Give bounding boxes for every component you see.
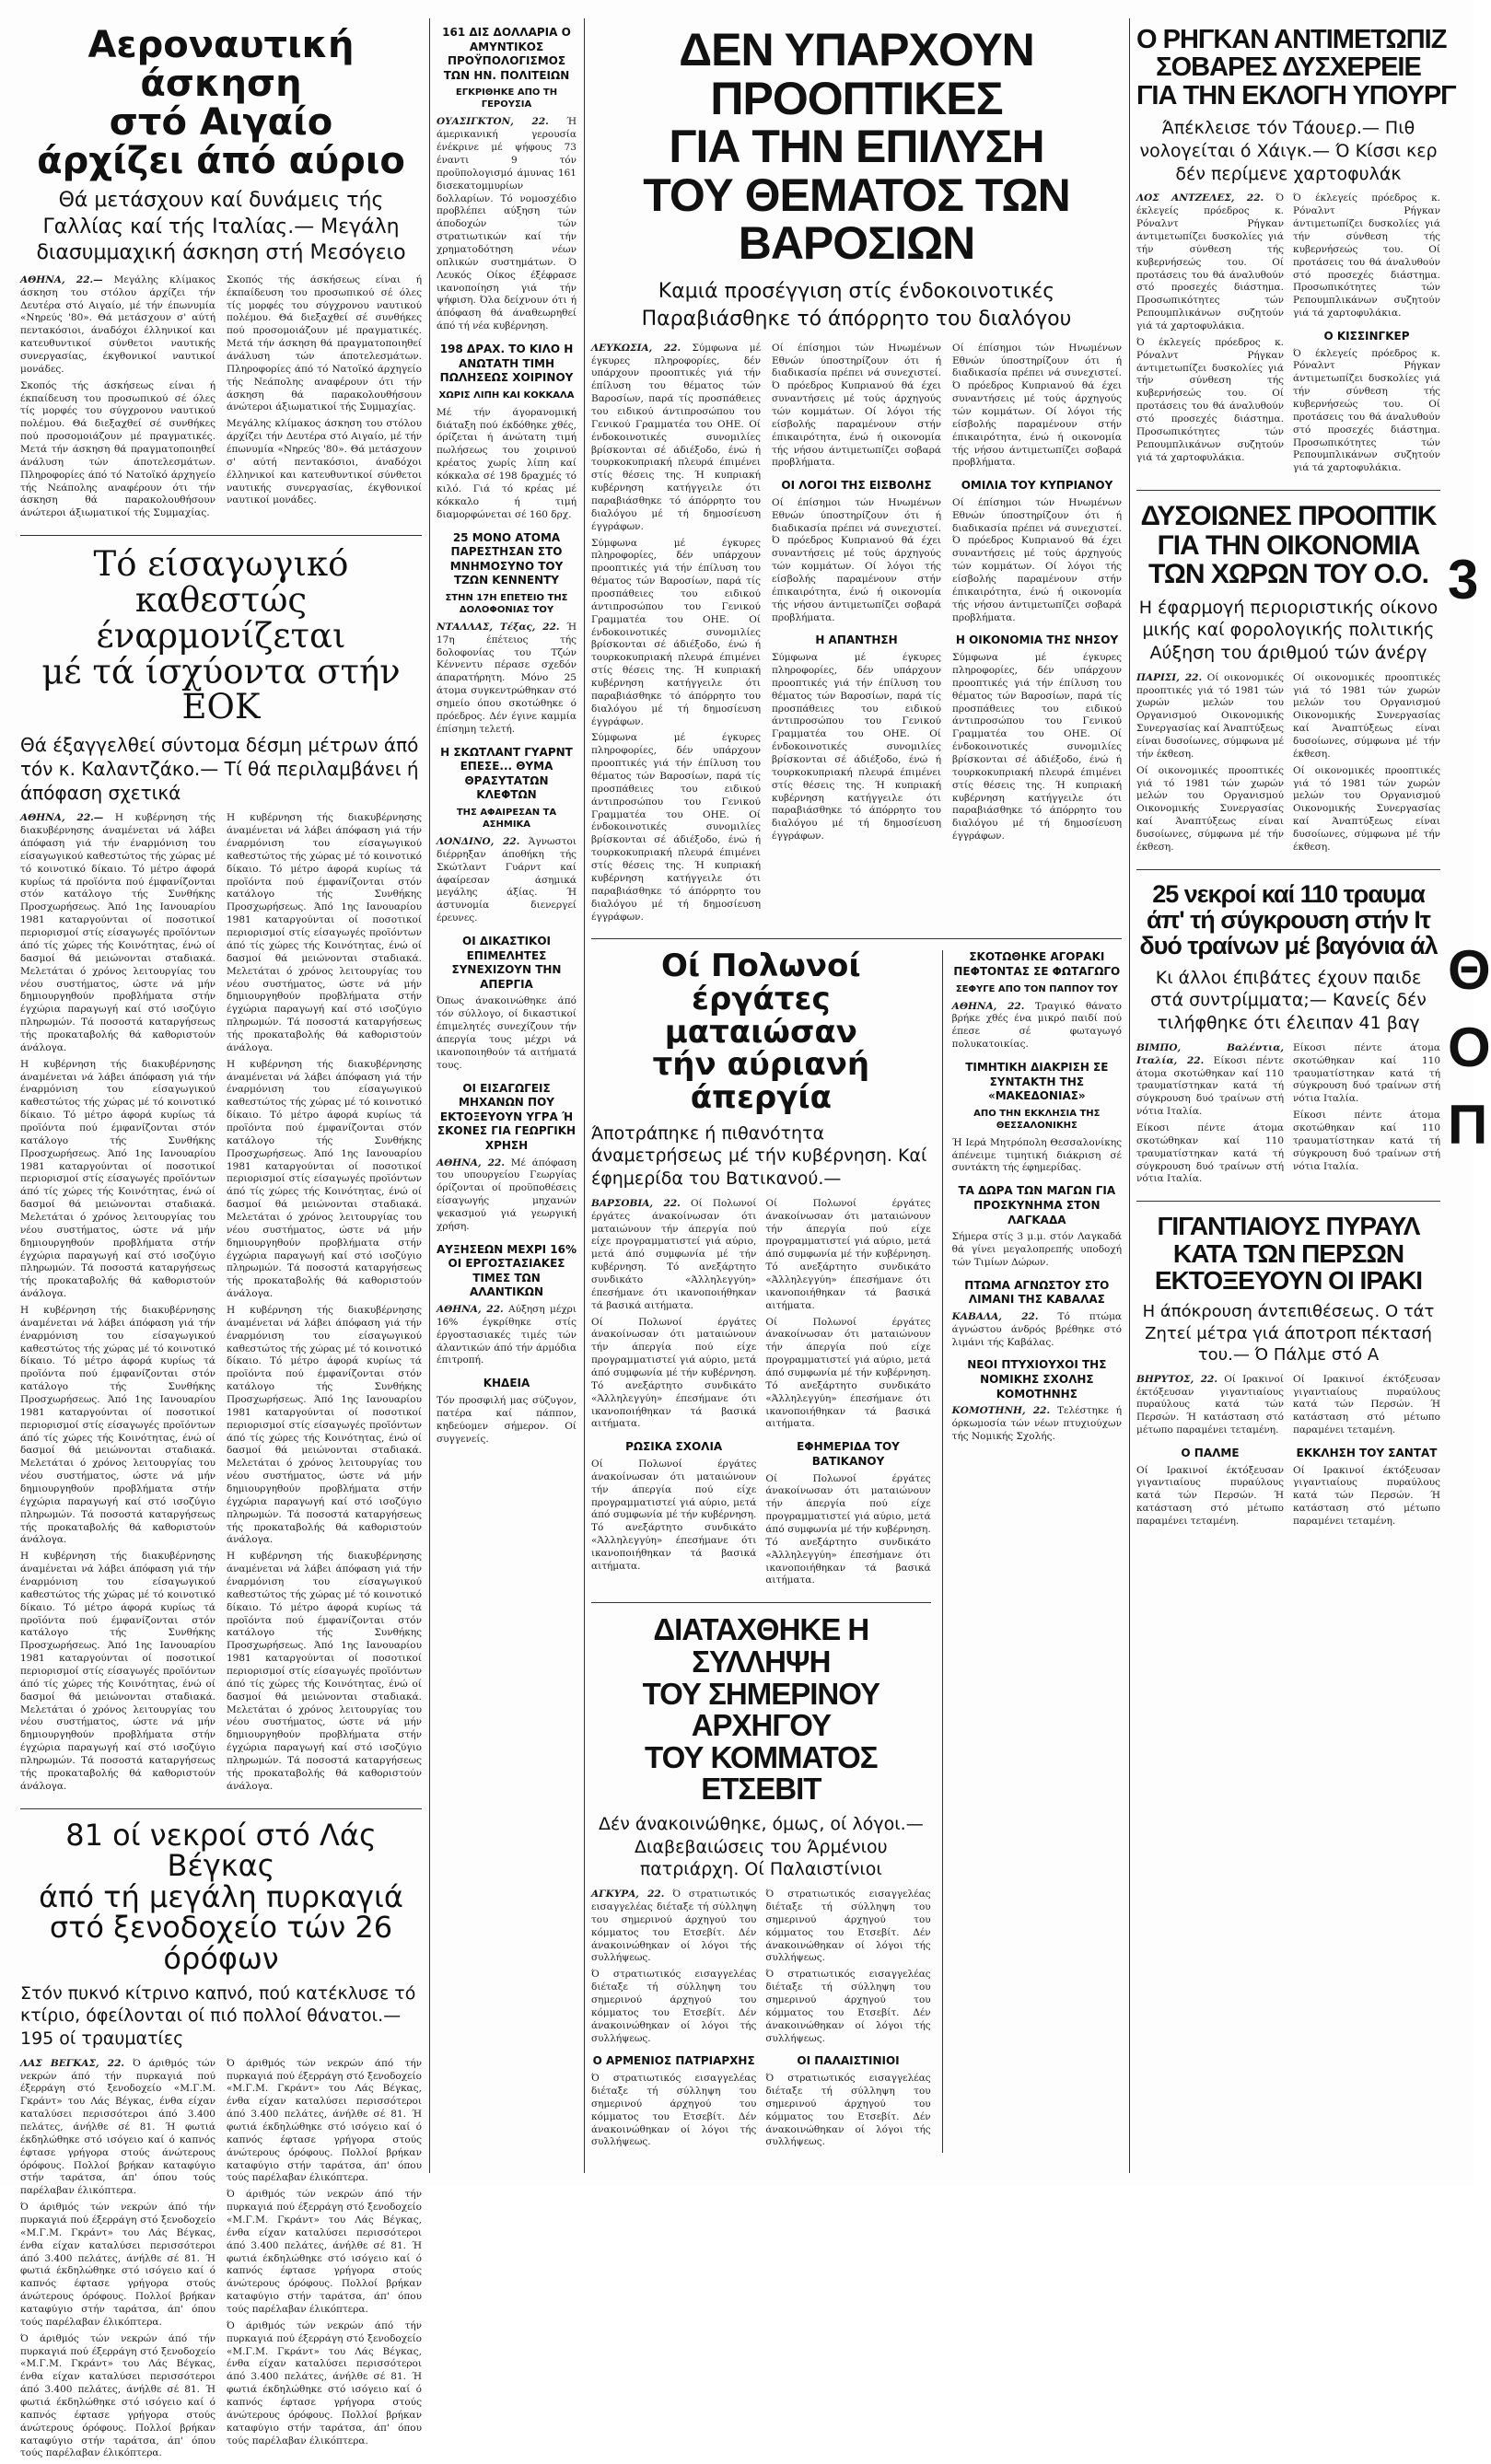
- story-body: Οί Ιρακινοί έκτόξευσαν γιγαντιαίους πυραύλους κατά τών Περσών. Ή κατάσταση στό μέτωπο παραμένει τεταμένη.: [1293, 1373, 1440, 1436]
- story-body: Σύμφωνα μέ έγκυρες πληροφορίες, δέν υπάρχουν προοπτικές γιά τήν έπίλυση του θέματος τών Βαροσίων, παρά τίς προσπάθειες του ειδικού άντιπροσώπου του Γενικού Γραμματέα του ΟΗΕ. Οί ένδοκοινοτικές συνομιλίες βρίσκονται σέ άδιέξοδο, ένώ ή τουρκοκυπριακή πλευρά έπιμένει στίς θέσεις της. Ή κυπριακή κυβέρνηση κατήγγειλε ότι παραβιάσθηκε τό άπόρρητο του διαλόγου μέ τή δημοσίευση έγγράφων.: [591, 732, 761, 923]
- story-body: Η κυβέρνηση τής διακυβέρνησης άναμένεται νά λάβει άπόφαση γιά τήν έναρμόνιση του είσαγωγικού καθεστώτος τής χώρας μέ τό κοινοτικό δίκαιο. Τό μέτρο άφορά κυρίως τά προϊόντα πού έμφανίζονται στόν κατάλογο τής Συνθήκης Προσχωρήσεως. Άπό 1ης Ιανουαρίου 1981 καταργούνται οί ποσοτικοί περιορισμοί στίς είσαγωγές προϊόντων άπό τίς χώρες τής Κοινότητας, ένώ οί δασμοί θά μειώνονται σταδιακά. Μελετάται ό χρόνος λειτουργίας του νέου συστήματος, ώστε νά μήν δημιουργηθούν προβλήματα στήν έγχώρια παραγωγή καί στό ισοζύγιο πληρωμών. Τά ποσοστά καταργήσεως τής προκαταβολής θά καθοριστούν άνάλογα.: [227, 1304, 422, 1546]
- story-italy-train: [1136, 881, 1440, 1191]
- story-body: ΛΑΣ ΒΕΓΚΑΣ, 22. Ό άριθμός τών νεκρών άπό τήν πυρκαγιά πού έξερράγη στό ξενοδοχείο «Μ.Γ.Μ. Γκράντ» του Λάς Βέγκας, ένθα είχαν καταλύσει περισσότεροι άπό 3.400 πελάτες, άνήλθε σέ 81. Ή φωτιά έκδηλώθηκε στό ισόγειο καί ό καπνός έφτασε γρήγορα στούς άνώτερους όρόφους. Πολλοί βρήκαν καταφύγιο στήν ταράτσα, άπ' όπου τούς παρέλαβαν έλικόπτερα.: [20, 2057, 215, 2197]
- headline-line: ΓΙΑ ΤΗΝ ΕΚΛΟΓΗ ΥΠΟΥΡΓ: [1136, 80, 1456, 110]
- brief-defense-budget: [437, 26, 577, 333]
- story-deck: Η έφαρμογή περιοριστικής οίκονο μικής καί φορολογικής πολιτικής Αύξηση του άριθμού τών άνέργ: [1138, 597, 1439, 664]
- story-body: Οί έπίσημοι τών Ηνωμένων Εθνών ύποστηρίζουν ότι ή διαδικασία πρέπει νά συνεχιστεί. Ό πρόεδρος Κυπριανού θά έχει συναντήσεις μέ τούς άρχηγούς τών κομμάτων. Οί λόγοι τής είσβολής παραμένουν στήν έπικαιρότητα, ένώ ή οικονομία τής νήσου άντιμετωπίζει σοβαρά προβλήματα.: [772, 342, 941, 469]
- brief-subhead: ΧΩΡΙΣ ΛΙΠΗ ΚΑΙ ΚΟΚΚΑΛΑ: [438, 389, 575, 401]
- story-body: Οί Πολωνοί έργάτες άνακοίνωσαν ότι ματαιώνουν τήν άπεργία πού είχε προγραμματιστεί γιά αύριο, μετά άπό συμφωνία μέ τήν κυβέρνηση. Τό ανεξάρτητο συνδικάτο «Άλληλεγγύη» έπεσήμανε ότι ικανοποιήθηκαν τά βασικά αιτήματα.: [765, 1472, 931, 1586]
- subhead: ΡΩΣΙΚΑ ΣΧΟΛΙΑ: [625, 1440, 723, 1454]
- brief-headline: 25 ΜΟΝΟ ΑΤΟΜΑ ΠΑΡΕΣΤΗΣΑΝ ΣΤΟ ΜΝΗΜΟΣΥΝΟ ΤΟΥ ΤΖΩΝ ΚΕΝΝΕΝΤΥ: [449, 530, 564, 587]
- story-body: ΒΗΡΥΤΟΣ, 22. Οί Ιρακινοί έκτόξευσαν γιγαντιαίους πυραύλους κατά τών Περσών. Ή κατάσταση στό μέτωπο παραμένει τεταμένη.: [1136, 1373, 1285, 1436]
- story-body: ΒΑΡΣΟΒΙΑ, 22. Οί Πολωνοί έργάτες άνακοίνωσαν ότι ματαιώνουν τήν άπεργία πού είχε προγραμματιστεί γιά αύριο, μετά άπό συμφωνία μέ τήν κυβέρνηση. Τό ανεξάρτητο συνδικάτο «Άλληλεγγύη» έπεσήμανε ότι ικανοποιήθηκαν τά βασικά αιτήματα.: [591, 1197, 757, 1311]
- story-body: Οί Ιρακινοί έκτόξευσαν γιγαντιαίους πυραύλους κατά τών Περσών. Ή κατάσταση στό μέτωπο παραμένει τεταμένη.: [1136, 1464, 1284, 1527]
- story-body: Σύμφωνα μέ έγκυρες πληροφορίες, δέν υπάρχουν προοπτικές γιά τήν έπίλυση του θέματος τών Βαροσίων, παρά τίς προσπάθειες του ειδικού άντιπροσώπου του Γενικού Γραμματέα του ΟΗΕ. Οί ένδοκοινοτικές συνομιλίες βρίσκονται σέ άδιέξοδο, ένώ ή τουρκοκυπριακή πλευρά έπιμένει στίς θέσεις της. Ή κυπριακή κυβέρνηση κατήγγειλε ότι παραβιάσθηκε τό άπόρρητο του διαλόγου μέ τή δημοσίευση έγγράφων.: [952, 652, 1122, 843]
- column-3: [591, 26, 1122, 2180]
- column-rule: [584, 18, 585, 2173]
- brief-headline: 161 ΔΙΣ ΔΟΛΛΑΡΙΑ Ο ΑΜΥΝΤΙΚΟΣ ΠΡΟΫΠΟΛΟΓΙΣΜΟΣ ΤΩΝ ΗΝ. ΠΟΛΙΤΕΙΩΝ: [442, 26, 571, 82]
- headline-line: ΓΙΓΑΝΤΙΑΙΟΥΣ ΠΥΡΑΥΛ: [1157, 1212, 1420, 1241]
- story-deck: Θά μετάσχουν καί δυνάμεις τής Γαλλίας καί τής Ιταλίας.— Μεγάλη διασυμμαχική άσκηση στή Μεσόγειο: [36, 189, 406, 265]
- brief-body: ΟΥΑΣΙΓΚΤΟΝ, 22. Ή άμερικανική γερουσία ένέκρινε μέ ψήφους 73 έναντι 9 τόν προϋπολογισμό άμυνας 161 δισεκατομμυρίων δολλαρίων. Τό νομοσχέδιο προβλέπει αύξηση τών άποδοχών τών στρατιωτικών καί τήν χρηματοδότηση νέων οπλικών συστημάτων. Ό Λευκός Οίκος έξέφρασε ικανοποίηση γιά τήν ψήφιση. Όλα δείχνουν ότι ή άπόφαση θά άναθεωρηθεί άπό τή νέα κυβέρνηση.: [437, 116, 577, 332]
- headline-line: 81 οί νεκροί στό Λάς Βέγκας: [65, 1817, 377, 1884]
- story-las-vegas-fire: [20, 1817, 422, 2464]
- divider: [591, 1602, 931, 1603]
- fragment-glyph: 3: [1448, 549, 1479, 610]
- brief-bailiffs-strike: [437, 935, 577, 1073]
- brief-body: ΑΘΗΝΑ, 22. Μέ άπόφαση του υπουργείου Γεωργίας όρίζονται οί προϋποθέσεις είσαγωγής μηχανών ψεκασμού γιά γεωργική χρήση.: [437, 1156, 577, 1232]
- story-body: Σκοπός τής άσκήσεως είναι ή έκπαίδευση του προσωπικού σέ όλες τίς μορφές του σύγχρονου ναυτικού πολέμου. Θά διεξαχθεί σέ συνθήκες πού προσομοιάζουν μέ πραγματικές. Μετά τήν άσκηση θά πραγματοποιηθεί άνάλυση τών άποτελεσμάτων. Πληροφορίες άπό τό Νατοϊκό άρχηγείο τής Νεάπολης αναφέρουν ότι τήν άσκηση θά παρακολουθήσουν άνώτεροι άξιωματικοί τής Συμμαχίας.: [20, 379, 215, 519]
- brief-headline: ΝΕΟΙ ΠΤΥΧΙΟΥΧΟΙ ΤΗΣ ΝΟΜΙΚΗΣ ΣΧΟΛΗΣ ΚΟΜΟΤΗΝΗΣ: [967, 1358, 1107, 1401]
- brief-body: ΛΟΝΔΙΝΟ, 22. Άγνωστοι διέρρηξαν άποθήκη τής Σκώτλαντ Γυάρντ καί άφαίρεσαν άσημικά μεγάλης άξίας. Ή άστυνομία διενεργεί έρευνες.: [437, 835, 577, 924]
- column-4: [1136, 25, 1491, 2180]
- column-rule: [1129, 18, 1130, 2173]
- brief-headline: ΤΙΜΗΤΙΚΗ ΔΙΑΚΡΙΣΗ ΣΕ ΣΥΝΤΑΚΤΗ ΤΗΣ «ΜΑΚΕΔΟΝΙΑΣ»: [965, 1060, 1109, 1103]
- story-body: Οί οικονομικές προοπτικές γιά τό 1981 τών χωρών μελών του Οργανισμού Οικονομικής Συνεργασίας καί Άναπτύξεως είναι δυσοίωνες, σύμφωνα μέ τήν έκθεση.: [1293, 764, 1440, 853]
- brief-body: Σήμερα στίς 3 μ.μ. στόν Λαγκαδά θά γίνει μεγαλοπρεπής υποδοχή τών Τιμίων Δώρων.: [951, 1231, 1122, 1268]
- story-body: ΠΑΡΙΣΙ, 22. Οί οικονομικές προοπτικές γιά τό 1981 τών χωρών μελών του Οργανισμού Οικονομικής Συνεργασίας καί Άναπτύξεως είναι δυσοίωνες, σύμφωνα μέ τήν έκθεση.: [1136, 671, 1284, 760]
- divider: [1136, 1201, 1440, 1202]
- story-body: Οί οικονομικές προοπτικές γιά τό 1981 τών χωρών μελών του Οργανισμού Οικονομικής Συνεργασίας καί Άναπτύξεως είναι δυσοίωνες, σύμφωνα μέ τήν έκθεση.: [1136, 764, 1284, 853]
- subhead: Ο ΠΑΛΜΕ: [1181, 1446, 1240, 1459]
- divider: [20, 535, 422, 536]
- headline-line: ΔΙΑΤΑΧΘΗΚΕ Η ΣΥΛΛΗΨΗ: [653, 1612, 869, 1679]
- fragment-glyph: Π: [1448, 1094, 1488, 1156]
- story-body: ΑΘΗΝΑ, 22.— Η κυβέρνηση τής διακυβέρνησης άναμένεται νά λάβει άπόφαση γιά τήν έναρμόνιση του είσαγωγικού καθεστώτος τής χώρας μέ τό κοινοτικό δίκαιο. Τό μέτρο άφορά κυρίως τά προϊόντα πού έμφανίζονται στόν κατάλογο τής Συνθήκης Προσχωρήσεως. Άπό 1ης Ιανουαρίου 1981 καταργούνται οί ποσοτικοί περιορισμοί στίς είσαγωγές προϊόντων άπό τίς χώρες τής Κοινότητας, ένώ οί δασμοί θά μειώνονται σταδιακά. Μελετάται ό χρόνος λειτουργίας του νέου συστήματος, ώστε νά μήν δημιουργηθούν προβλήματα στήν έγχώρια παραγωγή καί στό ισοζύγιο πληρωμών. Τά ποσοστά καταργήσεως τής προκαταβολής θά καθοριστούν άνάλογα.: [20, 812, 215, 1053]
- story-body: Ό άριθμός τών νεκρών άπό τήν πυρκαγιά πού έξερράγη στό ξενοδοχείο «Μ.Γ.Μ. Γκράντ» του Λάς Βέγκας, ένθα είχαν καταλύσει περισσότεροι άπό 3.400 πελάτες, άνήλθε σέ 81. Ή φωτιά έκδηλώθηκε στό ισόγειο καί ό καπνός έφτασε γρήγορα στούς άνώτερους όρόφους. Πολλοί βρήκαν καταφύγιο στήν ταράτσα, άπ' όπου τούς παρέλαβαν έλικόπτερα.: [227, 2319, 422, 2447]
- headline-line: ΕΚΤΟΞΕΥΟΥΝ ΟΙ ΙΡΑΚΙ: [1154, 1266, 1423, 1296]
- brief-body: ΑΘΗΝΑ, 22. Τραγικό θάνατο βρήκε χθές ένα μικρό παιδί πού έπεσε σέ φωταγωγό πολυκατοικίας.: [951, 1000, 1122, 1051]
- story-body: Ό άριθμός τών νεκρών άπό τήν πυρκαγιά πού έξερράγη στό ξενοδοχείο «Μ.Γ.Μ. Γκράντ» του Λάς Βέγκας, ένθα είχαν καταλύσει περισσότεροι άπό 3.400 πελάτες, άνήλθε σέ 81. Ή φωτιά έκδηλώθηκε στό ισόγειο καί ό καπνός έφτασε γρήγορα στούς άνώτερους όρόφους. Πολλοί βρήκαν καταφύγιο στήν ταράτσα, άπ' όπου τούς παρέλαβαν έλικόπτερα.: [20, 2202, 215, 2328]
- story-body: Ό στρατιωτικός εισαγγελέας διέταξε τή σύλληψη του σημερινού άρχηγού του κόμματος του Ετσεβίτ. Δέν άνακοινώθηκαν οί λόγοι τής συλλήψεως.: [765, 1889, 931, 1964]
- dateline: ΑΘΗΝΑ, 22.—: [20, 273, 103, 285]
- story-body: Είκοσι πέντε άτομα σκοτώθηκαν καί 110 τραυματίστηκαν κατά τή σύγκρουση δυό τραίνων στή νότια Ιταλία.: [1136, 1122, 1284, 1185]
- center-briefs: [942, 950, 1122, 2153]
- story-body: Σκοπός τής άσκήσεως είναι ή έκπαίδευση του προσωπικού σέ όλες τίς μορφές του σύγχρονου ναυτικού πολέμου. Θά διεξαχθεί σέ συνθήκες πού προσομοιάζουν μέ πραγματικές. Μετά τήν άσκηση θά πραγματοποιηθεί άνάλυση τών άποτελεσμάτων. Πληροφορίες άπό τό Νατοϊκό άρχηγείο τής Νεάπολης αναφέρουν ότι τήν άσκηση θά παρακολουθήσουν άνώτεροι άξιωματικοί τής Συμμαχίας.: [227, 273, 422, 413]
- divider: [1136, 869, 1440, 870]
- headline-line: ΓΙΑ ΤΗΝ ΕΠΙΛΥΣΗ: [669, 121, 1044, 172]
- brief-headline: ΣΚΟΤΩΘΗΚΕ ΑΓΟΡΑΚΙ ΠΕΦΤΟΝΤΑΣ ΣΕ ΦΩΤΑΓΩΓΟ: [953, 950, 1121, 978]
- fragment-glyph: Θ: [1448, 939, 1491, 1001]
- story-body: Σύμφωνα μέ έγκυρες πληροφορίες, δέν υπάρχουν προοπτικές γιά τήν έπίλυση του θέματος τών Βαροσίων, παρά τίς προσπάθειες του ειδικού άντιπροσώπου του Γενικού Γραμματέα του ΟΗΕ. Οί ένδοκοινοτικές συνομιλίες βρίσκονται σέ άδιέξοδο, ένώ ή τουρκοκυπριακή πλευρά έπιμένει στίς θέσεις της. Ή κυπριακή κυβέρνηση κατήγγειλε ότι παραβιάσθηκε τό άπόρρητο του διαλόγου μέ τή δημοσίευση έγγράφων.: [591, 537, 761, 727]
- adjacent-page-fragment: [1448, 541, 1491, 1164]
- headline-line: άπ' τή σύγκρουση στήν Ιτ: [1147, 906, 1430, 935]
- story-air-naval-exercise: [20, 26, 422, 524]
- subhead: ΟΙ ΛΟΓΟΙ ΤΗΣ ΕΙΣΒΟΛΗΣ: [781, 479, 932, 493]
- story-body: Ό στρατιωτικός εισαγγελέας διέταξε τή σύλληψη του σημερινού άρχηγού του κόμματος του Ετσεβίτ. Δέν άνακοινώθηκαν οί λόγοι τής συλλήψεως.: [765, 2073, 931, 2148]
- story-deck: Παραβιάσθηκε τό άπόρρητο του διαλόγου: [641, 308, 1072, 331]
- brief-sprayer-imports: [437, 1082, 577, 1234]
- brief-headline: ΟΙ ΕΙΣΑΓΩΓΕΙΣ ΜΗΧΑΝΩΝ ΠΟΥ ΕΚΤΟΞΕΥΟΥΝ ΥΓΡΑ Ή ΣΚΟΝΕΣ ΓΙΑ ΓΕΩΡΓΙΚΗ ΧΡΗΣΗ: [437, 1081, 577, 1152]
- headline-line: ΓΙΑ ΤΗΝ ΟΙΚΟΝΟΜΙΑ: [1157, 529, 1420, 561]
- story-deck: Δέν άνακοινώθηκε, όμως, οί λόγοι.— Διαβεβαιώσεις του Άρμένιου πατριάρχη. Οί Παλαιστίνιοι: [598, 1814, 924, 1880]
- subhead: Η ΑΠΑΝΤΗΣΗ: [815, 633, 898, 647]
- brief-pork-price: [437, 343, 577, 522]
- brief-body: ΚΑΒΑΛΑ, 22. Τό πτώμα άγνώστου άνδρός βρέθηκε στό λιμάνι τής Καβάλας.: [951, 1310, 1122, 1348]
- story-body: ΛΕΥΚΩΣΙΑ, 22. Σύμφωνα μέ έγκυρες πληροφορίες, δέν υπάρχουν προοπτικές γιά τήν έπίλυση του θέματος τών Βαροσίων, παρά τίς προσπάθειες του ειδικού άντιπροσώπου του Γενικού Γραμματέα του ΟΗΕ. Οί ένδοκοινοτικές συνομιλίες βρίσκονται σέ άδιέξοδο, ένώ ή τουρκοκυπριακή πλευρά έπιμένει στίς θέσεις της. Ή κυπριακή κυβέρνηση κατήγγειλε ότι παραβιάσθηκε τό άπόρρητο του διαλόγου μέ τή δημοσίευση έγγράφων.: [591, 342, 762, 532]
- brief-headline: ΑΥΞΗΣΕΩΝ ΜΕΧΡΙ 16% ΟΙ ΕΡΓΟΣΤΑΣΙΑΚΕΣ ΤΙΜΕΣ ΤΩΝ ΑΛΑΝΤΙΚΩΝ: [437, 1242, 577, 1299]
- story-oecd: [1136, 502, 1440, 858]
- story-body: Οί Πολωνοί έργάτες άνακοίνωσαν ότι ματαιώνουν τήν άπεργία πού είχε προγραμματιστεί γιά αύριο, μετά άπό συμφωνία μέ τήν κυβέρνηση. Τό ανεξάρτητο συνδικάτο «Άλληλεγγύη» έπεσήμανε ότι ικανοποιήθηκαν τά βασικά αιτήματα.: [591, 1316, 757, 1430]
- headline-line: δυό τραίνων μέ βαγόνια άλ: [1139, 932, 1438, 960]
- story-body: Η κυβέρνηση τής διακυβέρνησης άναμένεται νά λάβει άπόφαση γιά τήν έναρμόνιση του είσαγωγικού καθεστώτος τής χώρας μέ τό κοινοτικό δίκαιο. Τό μέτρο άφορά κυρίως τά προϊόντα πού έμφανίζονται στόν κατάλογο τής Συνθήκης Προσχωρήσεως. Άπό 1ης Ιανουαρίου 1981 καταργούνται οί ποσοτικοί περιορισμοί στίς είσαγωγές προϊόντων άπό τίς χώρες τής Κοινότητας, ένώ οί δασμοί θά μειώνονται σταδιακά. Μελετάται ό χρόνος λειτουργίας του νέου συστήματος, ώστε νά μήν δημιουργηθούν προβλήματα στήν έγχώρια παραγωγή καί στό ισοζύγιο πληρωμών. Τά ποσοστά καταργήσεως τής προκαταβολής θά καθοριστούν άνάλογα.: [20, 1304, 215, 1546]
- headline-line: ΔΕΝ ΥΠΑΡΧΟΥΝ ΠΡΟΟΠΤΙΚΕΣ: [679, 24, 1034, 124]
- brief-headline: Η ΣΚΩΤΛΑΝΤ ΓΥΑΡΝΤ ΕΠΕΣΕ... ΘΥΜΑ ΘΡΑΣΥΤΑΤΩΝ ΚΛΕΦΤΩΝ: [440, 745, 573, 802]
- story-body: ΛΟΣ ΑΝΤΖΕΛΕΣ, 22. Ό έκλεγείς πρόεδρος κ. Ρόναλντ Ρήγκαν άντιμετωπίζει δυσκολίες γιά τήν σύνθεση τής κυβερνήσεώς του. Οί προτάσεις του θά άναλυθούν στό προσεχές διάστημα. Προσωπικότητες τών Ρεπουμπλικάνων συζητούν γιά τά χαρτοφυλάκια.: [1136, 192, 1284, 331]
- story-body: Ό άριθμός τών νεκρών άπό τήν πυρκαγιά πού έξερράγη στό ξενοδοχείο «Μ.Γ.Μ. Γκράντ» του Λάς Βέγκας, ένθα είχαν καταλύσει περισσότεροι άπό 3.400 πελάτες, άνήλθε σέ 81. Ή φωτιά έκδηλώθηκε στό ισόγειο καί ό καπνός έφτασε γρήγορα στούς άνώτερους όρόφους. Πολλοί βρήκαν καταφύγιο στήν ταράτσα, άπ' όπου τούς παρέλαβαν έλικόπτερα.: [227, 2057, 422, 2184]
- headline-line: Αεροναυτική άσκηση: [87, 24, 355, 105]
- brief-body: Τόν προσφιλή μας σύζυγον, πατέρα καί πάππον, κηδεύομεν σήμερον. Οί συγγενείς.: [437, 1394, 577, 1445]
- story-body: Η κυβέρνηση τής διακυβέρνησης άναμένεται νά λάβει άπόφαση γιά τήν έναρμόνιση του είσαγωγικού καθεστώτος τής χώρας μέ τό κοινοτικό δίκαιο. Τό μέτρο άφορά κυρίως τά προϊόντα πού έμφανίζονται στόν κατάλογο τής Συνθήκης Προσχωρήσεως. Άπό 1ης Ιανουαρίου 1981 καταργούνται οί ποσοτικοί περιορισμοί στίς είσαγωγές προϊόντων άπό τίς χώρες τής Κοινότητας, ένώ οί δασμοί θά μειώνονται σταδιακά. Μελετάται ό χρόνος λειτουργίας του νέου συστήματος, ώστε νά μήν δημιουργηθούν προβλήματα στήν έγχώρια παραγωγή καί στό ισοζύγιο πληρωμών. Τά ποσοστά καταργήσεως τής προκαταβολής θά καθοριστούν άνάλογα.: [227, 1058, 422, 1300]
- headline-line: ματαιώσαν: [664, 1013, 857, 1051]
- headline-line: μέ τά ίσχύοντα στήν ΕΟΚ: [41, 651, 401, 727]
- story-body: Οί έπίσημοι τών Ηνωμένων Εθνών ύποστηρίζουν ότι ή διαδικασία πρέπει νά συνεχιστεί. Ό πρόεδρος Κυπριανού θά έχει συναντήσεις μέ τούς άρχηγούς τών κομμάτων. Οί λόγοι τής είσβολής παραμένουν στήν έπικαιρότητα, ένώ ή οικονομία τής νήσου άντιμετωπίζει σοβαρά προβλήματα.: [772, 496, 941, 623]
- brief-body: Όπως άνακοινώθηκε άπό τόν σύλλογο, οί δικαστικοί έπιμελητές συνεχίζουν τήν άπεργία τους μέχρι νά ικανοποιηθούν τά αιτήματά τους.: [437, 995, 577, 1071]
- story-ecevit-arrest: [591, 1614, 931, 2153]
- headline-line: έναρμονίζεται: [96, 615, 346, 656]
- headline-line: Τό είσαγωγικό καθεστώς: [93, 544, 349, 620]
- headline-line: Οί Πολωνοί έργάτες: [661, 947, 861, 1018]
- divider: [1136, 490, 1440, 491]
- story-body: ΑΓΚΥΡΑ, 22. Ό στρατιωτικός εισαγγελέας διέταξε τή σύλληψη του σημερινού άρχηγού του κόμματος του Ετσεβίτ. Δέν άνακοινώθηκαν οί λόγοι τής συλλήψεως.: [591, 1889, 757, 1964]
- subhead: ΕΦΗΜΕΡΙΔΑ ΤΟΥ ΒΑΤΙΚΑΝΟΥ: [797, 1440, 900, 1468]
- brief-subhead: ΣΕΦΥΓΕ ΑΠΟ ΤΟΝ ΠΑΠΠΟΥ ΤΟΥ: [955, 983, 1118, 994]
- brief-headline: 198 ΔΡΑΧ. ΤΟ ΚΙΛΟ Η ΑΝΩΤΑΤΗ ΤΙΜΗ ΠΩΛΗΣΕΩΣ ΧΟΙΡΙΝΟΥ: [439, 342, 574, 385]
- story-body: Οί οικονομικές προοπτικές γιά τό 1981 τών χωρών μελών του Οργανισμού Οικονομικής Συνεργασίας καί Άναπτύξεως είναι δυσοίωνες, σύμφωνα μέ τήν έκθεση.: [1293, 671, 1440, 760]
- headline-line: ΤΟΥ ΚΟΜΜΑΤΟΣ ΕΤΣΕΒΙΤ: [645, 1739, 878, 1807]
- brief-body: Ή Ιερά Μητρόπολη Θεσσαλονίκης άπένειμε τιμητική διάκριση σέ συντάκτη τής έφημερίδας.: [951, 1136, 1122, 1174]
- headline-line: ΤΟΥ ΣΗΜΕΡΙΝΟΥ ΑΡΧΗΓΟΥ: [642, 1676, 880, 1743]
- headline-line: στό ξενοδοχείο τών 26 όρόφων: [49, 1910, 393, 1977]
- headline-line: τήν αύριανή άπεργία: [652, 1046, 870, 1117]
- story-deck: Καμιά προσέγγιση στίς ένδοκοινοτικές: [658, 279, 1055, 303]
- headline-line: 25 νεκροί καί 110 τραυμα: [1152, 879, 1425, 908]
- divider: [20, 1808, 422, 1809]
- story-body: Η κυβέρνηση τής διακυβέρνησης άναμένεται νά λάβει άπόφαση γιά τήν έναρμόνιση του είσαγωγικού καθεστώτος τής χώρας μέ τό κοινοτικό δίκαιο. Τό μέτρο άφορά κυρίως τά προϊόντα πού έμφανίζονται στόν κατάλογο τής Συνθήκης Προσχωρήσεως. Άπό 1ης Ιανουαρίου 1981 καταργούνται οί ποσοτικοί περιορισμοί στίς είσαγωγές προϊόντων άπό τίς χώρες τής Κοινότητας, ένώ οί δασμοί θά μειώνονται σταδιακά. Μελετάται ό χρόνος λειτουργίας του νέου συστήματος, ώστε νά μήν δημιουργηθούν προβλήματα στήν έγχώρια παραγωγή καί στό ισοζύγιο πληρωμών. Τά ποσοστά καταργήσεως τής προκαταβολής θά καθοριστούν άνάλογα.: [227, 1551, 422, 1792]
- subhead: ΟΜΙΛΙΑ ΤΟΥ ΚΥΠΡΙΑΝΟΥ: [961, 479, 1113, 493]
- brief-kennedy-memorial: [437, 531, 577, 737]
- story-body: Ό έκλεγείς πρόεδρος κ. Ρόναλντ Ρήγκαν άντιμετωπίζει δυσκολίες γιά τήν σύνθεση τής κυβερνήσεώς του. Οί προτάσεις του θά άναλυθούν στό προσεχές διάστημα. Προσωπικότητες τών Ρεπουμπλικάνων συζητούν γιά τά χαρτοφυλάκια.: [1136, 336, 1284, 463]
- story-body: Ό στρατιωτικός εισαγγελέας διέταξε τή σύλληψη του σημερινού άρχηγού του κόμματος του Ετσεβίτ. Δέν άνακοινώθηκαν οί λόγοι τής συλλήψεως.: [591, 2073, 757, 2148]
- story-deck: Άπέκλεισε τόν Τάουερ.— Πιθ νολογείται ό Χάιγκ.— Ό Κίσσι κερ δέν περίμενε χαρτοφυλάκ: [1139, 118, 1438, 184]
- story-body: Η κυβέρνηση τής διακυβέρνησης άναμένεται νά λάβει άπόφαση γιά τήν έναρμόνιση του είσαγωγικού καθεστώτος τής χώρας μέ τό κοινοτικό δίκαιο. Τό μέτρο άφορά κυρίως τά προϊόντα πού έμφανίζονται στόν κατάλογο τής Συνθήκης Προσχωρήσεως. Άπό 1ης Ιανουαρίου 1981 καταργούνται οί ποσοτικοί περιορισμοί στίς είσαγωγές προϊόντων άπό τίς χώρες τής Κοινότητας, ένώ οί δασμοί θά μειώνονται σταδιακά. Μελετάται ό χρόνος λειτουργίας του νέου συστήματος, ώστε νά μήν δημιουργηθούν προβλήματα στήν έγχώρια παραγωγή καί στό ισοζύγιο πληρωμών. Τά ποσοστά καταργήσεως τής προκαταβολής θά καθοριστούν άνάλογα.: [20, 1058, 215, 1300]
- headline-line: άπό τή μεγάλη πυρκαγιά: [39, 1878, 403, 1914]
- brief-funeral-notice: [437, 1377, 577, 1446]
- story-body: Σύμφωνα μέ έγκυρες πληροφορίες, δέν υπάρχουν προοπτικές γιά τήν έπίλυση του θέματος τών Βαροσίων, παρά τίς προσπάθειες του ειδικού άντιπροσώπου του Γενικού Γραμματέα του ΟΗΕ. Οί ένδοκοινοτικές συνομιλίες βρίσκονται σέ άδιέξοδο, ένώ ή τουρκοκυπριακή πλευρά έπιμένει στίς θέσεις της. Ή κυπριακή κυβέρνηση κατήγγειλε ότι παραβιάσθηκε τό άπόρρητο του διαλόγου μέ τή δημοσίευση έγγράφων.: [772, 652, 941, 843]
- brief-body: ΝΤΑΛΛΑΣ, Τέξας, 22. Ή 17η έπέτειος τής δολοφονίας του Τζών Κέννεντυ πέρασε σχεδόν άπαρατήρητη. Μόνο 25 άτομα συγκεντρώθηκαν στό σημείο όπου σκοτώθηκε ό πρόεδρος. Δέν έγινε καμμία έπίσημη τελετή.: [437, 621, 577, 735]
- story-body: Οί Πολωνοί έργάτες άνακοίνωσαν ότι ματαιώνουν τήν άπεργία πού είχε προγραμματιστεί γιά αύριο, μετά άπό συμφωνία μέ τήν κυβέρνηση. Τό ανεξάρτητο συνδικάτο «Άλληλεγγύη» έπεσήμανε ότι ικανοποιήθηκαν τά βασικά αιτήματα.: [591, 1458, 757, 1572]
- column-2: [437, 26, 577, 2180]
- story-iraq-missiles: [1136, 1213, 1440, 1532]
- story-body: Οί Πολωνοί έργάτες άνακοίνωσαν ότι ματαιώνουν τήν άπεργία πού είχε προγραμματιστεί γιά αύριο, μετά άπό συμφωνία μέ τήν κυβέρνηση. Τό ανεξάρτητο συνδικάτο «Άλληλεγγύη» έπεσήμανε ότι ικανοποιήθηκαν τά βασικά αιτήματα.: [765, 1316, 931, 1430]
- subhead: Ο ΑΡΜΕΝΙΟΣ ΠΑΤΡΙΑΡΧΗΣ: [592, 2054, 755, 2068]
- fragment-glyph: Ο: [1448, 1017, 1491, 1078]
- column-1: [20, 24, 422, 2459]
- story-deck: Κι άλλοι έπιβάτες έχουν παιδε στά συντρίμματα;— Κανείς δέν τιλήφθηκε ότι έλειπαν 41 βαγ: [1150, 967, 1427, 1034]
- headline-line: στό Αιγαίο: [109, 101, 333, 144]
- headline-line: Ο ΡΗΓΚΑΝ ΑΝΤΙΜΕΤΩΠΙΖ: [1136, 25, 1447, 54]
- brief-subhead: ΕΓΚΡΙΘΗΚΕ ΑΠΟ ΤΗ ΓΕΡΟΥΣΙΑ: [455, 87, 558, 110]
- brief-sausage-prices: [437, 1243, 577, 1368]
- story-body: Είκοσι πέντε άτομα σκοτώθηκαν καί 110 τραυματίστηκαν κατά τή σύγκρουση δυό τραίνων στή νότια Ιταλία.: [1293, 1041, 1440, 1105]
- story-body: Οί Πολωνοί έργάτες άνακοίνωσαν ότι ματαιώνουν τήν άπεργία πού είχε προγραμματιστεί γιά αύριο, μετά άπό συμφωνία μέ τήν κυβέρνηση. Τό ανεξάρτητο συνδικάτο «Άλληλεγγύη» έπεσήμανε ότι ικανοποιήθηκαν τά βασικά αιτήματα.: [765, 1197, 931, 1311]
- brief-subhead: ΤΗΣ ΑΦΑΙΡΕΣΑΝ ΤΑ ΑΣΗΜΙΚΑ: [456, 807, 557, 830]
- story-deck: Στόν πυκνό κίτρινο καπνό, πού κατέκλυσε τό κτίριο, όφείλονται οί πιό πολλοί θάνατοι.— 195 οί τραυματίες: [20, 1982, 416, 2049]
- story-varosha: [591, 26, 1122, 927]
- story-body: Ό έκλεγείς πρόεδρος κ. Ρόναλντ Ρήγκαν άντιμετωπίζει δυσκολίες γιά τήν σύνθεση τής κυβερνήσεώς του. Οί προτάσεις του θά άναλυθούν στό προσεχές διάστημα. Προσωπικότητες τών Ρεπουμπλικάνων συζητούν γιά τά χαρτοφυλάκια.: [1293, 347, 1440, 474]
- headline-line: ΤΟΥ ΘΕΜΑΤΟΣ ΤΩΝ ΒΑΡΟΣΙΩΝ: [643, 169, 1070, 269]
- story-body: Οί Ιρακινοί έκτόξευσαν γιγαντιαίους πυραύλους κατά τών Περσών. Ή κατάσταση στό μέτωπο παραμένει τεταμένη.: [1293, 1464, 1440, 1527]
- brief-body: ΑΘΗΝΑ, 22. Αύξηση μέχρι 16% έγκρίθηκε στίς έργοστασιακές τιμές τών άλαντικών άπό τήν άρμόδια έπιτροπή.: [437, 1304, 577, 1366]
- headline-line: ΚΑΤΑ ΤΩΝ ΠΕΡΣΩΝ: [1172, 1238, 1404, 1268]
- story-body: Ό άριθμός τών νεκρών άπό τήν πυρκαγιά πού έξερράγη στό ξενοδοχείο «Μ.Γ.Μ. Γκράντ» του Λάς Βέγκας, ένθα είχαν καταλύσει περισσότεροι άπό 3.400 πελάτες, άνήλθε σέ 81. Ή φωτιά έκδηλώθηκε στό ισόγειο καί ό καπνός έφτασε γρήγορα στούς άνώτερους όρόφους. Πολλοί βρήκαν καταφύγιο στήν ταράτσα, άπ' όπου τούς παρέλαβαν έλικόπτερα.: [20, 2332, 215, 2459]
- headline-line: άρχίζει άπό αύριο: [37, 140, 405, 182]
- subhead: ΟΙ ΠΑΛΑΙΣΤΙΝΙΟΙ: [797, 2054, 900, 2068]
- brief-body: Μέ τήν άγορανομική διάταξη πού έκδόθηκε χθές, όρίζεται ή άνώτατη τιμή πωλήσεως του χοιρινού κρέατος χωρίς λίπη καί κόκκαλα σέ 198 δραχμές τό κιλό. Γιά τό κρέας μέ κόκκαλο ή τιμή διαμορφώνεται σέ 160 δρχ.: [437, 406, 577, 520]
- story-body: Ό στρατιωτικός εισαγγελέας διέταξε τή σύλληψη του σημερινού άρχηγού του κόμματος του Ετσεβίτ. Δέν άνακοινώθηκαν οί λόγοι τής συλλήψεως.: [591, 1969, 757, 2044]
- story-body: ΒΙΜΠΟ, Βαλέντια, Ιταλία, 22. Είκοσι πέντε άτομα σκοτώθηκαν καί 110 τραυματίστηκαν κατά τή σύγκρουση δυό τραίνων στή νότια Ιταλία.: [1136, 1041, 1284, 1118]
- headline-line: ΣΟΒΑΡΕΣ ΔΥΣΧΕΡΕΙΕ: [1156, 52, 1421, 83]
- brief-headline: ΟΙ ΔΙΚΑΣΤΙΚΟΙ ΕΠΙΜΕΛΗΤΕΣ ΣΥΝΕΧΙΖΟΥΝ ΤΗΝ ΑΠΕΡΓΙΑ: [451, 935, 562, 991]
- headline-line: ΤΩΝ ΧΩΡΩΝ ΤΟΥ Ο.Ο.: [1148, 559, 1428, 590]
- subhead: Ο ΚΙΣΣΙΝΓΚΕΡ: [1323, 329, 1410, 343]
- story-body: Μεγάλης κλίμακος άσκηση του στόλου άρχίζει τήν Δευτέρα στό Αιγαίο, μέ τήν έπωνυμία «Νηρεύς '80». Θά μετάσχουν σ' αύτή πεντακόσιοι, άναδόχοι έλληνικοί και κατευθυντικοί σύνθετοι ναυτικής συνεργασίας, έκγθονικοί ναυτικοί μονάδες.: [227, 418, 422, 506]
- story-polish-workers: [591, 947, 931, 2153]
- story-deck: Άποτράπηκε ή πιθανότητα άναμετρήσεως μέ τήν κυβέρνηση. Καί έφημερίδα του Βατικανού.—: [591, 1122, 927, 1190]
- story-body: ΑΘΗΝΑ, 22.— Μεγάλης κλίμακος άσκηση του στόλου άρχίζει τήν Δευτέρα στό Αιγαίο, μέ τήν έπωνυμία «Νηρεύς '80». Θά μετάσχουν σ' αύτή πεντακόσιοι, άναδόχοι έλληνικοί και κατευθυντικοί σύνθετοι ναυτικής συνεργασίας, έκγθονικοί ναυτικοί μονάδες.: [20, 273, 215, 375]
- story-reagan: [1136, 25, 1456, 479]
- story-body: Ό έκλεγείς πρόεδρος κ. Ρόναλντ Ρήγκαν άντιμετωπίζει δυσκολίες γιά τήν σύνθεση τής κυβερνήσεώς του. Οί προτάσεις του θά άναλυθούν στό προσεχές διάστημα. Προσωπικότητες τών Ρεπουμπλικάνων συζητούν γιά τά χαρτοφυλάκια.: [1293, 192, 1440, 320]
- story-deck: Θά έξαγγελθεί σύντομα δέσμη μέτρων άπό τόν κ. Καλαντζάκο.— Τί θά περιλαμβάνει ή άπόφαση σχετικά: [20, 734, 419, 805]
- story-body: Οί έπίσημοι τών Ηνωμένων Εθνών ύποστηρίζουν ότι ή διαδικασία πρέπει νά συνεχιστεί. Ό πρόεδρος Κυπριανού θά έχει συναντήσεις μέ τούς άρχηγούς τών κομμάτων. Οί λόγοι τής είσβολής παραμένουν στήν έπικαιρότητα, ένώ ή οικονομία τής νήσου άντιμετωπίζει σοβαρά προβλήματα.: [952, 342, 1122, 469]
- brief-scotland-yard: [437, 746, 577, 925]
- brief-headline: ΠΤΩΜΑ ΑΓΝΩΣΤΟΥ ΣΤΟ ΛΙΜΑΝΙ ΤΗΣ ΚΑΒΑΛΑΣ: [964, 1278, 1110, 1307]
- brief-subhead: ΣΤΗΝ 17Η ΕΠΕΤΕΙΟ ΤΗΣ ΔΟΛΟΦΟΝΙΑΣ ΤΟΥ: [445, 592, 568, 615]
- story-body: Οί έπίσημοι τών Ηνωμένων Εθνών ύποστηρίζουν ότι ή διαδικασία πρέπει νά συνεχιστεί. Ό πρόεδρος Κυπριανού θά έχει συναντήσεις μέ τούς άρχηγούς τών κομμάτων. Οί λόγοι τής είσβολής παραμένουν στήν έπικαιρότητα, ένώ ή οικονομία τής νήσου άντιμετωπίζει σοβαρά προβλήματα.: [952, 496, 1122, 623]
- story-body: Ό στρατιωτικός εισαγγελέας διέταξε τή σύλληψη του σημερινού άρχηγού του κόμματος του Ετσεβίτ. Δέν άνακοινώθηκαν οί λόγοι τής συλλήψεως.: [765, 1969, 931, 2044]
- story-import-regime: [20, 544, 422, 1797]
- subhead: Η ΟΙΚΟΝΟΜΙΑ ΤΗΣ ΝΗΣΟΥ: [955, 633, 1119, 647]
- story-body: Η κυβέρνηση τής διακυβέρνησης άναμένεται νά λάβει άπόφαση γιά τήν έναρμόνιση του είσαγωγικού καθεστώτος τής χώρας μέ τό κοινοτικό δίκαιο. Τό μέτρο άφορά κυρίως τά προϊόντα πού έμφανίζονται στόν κατάλογο τής Συνθήκης Προσχωρήσεως. Άπό 1ης Ιανουαρίου 1981 καταργούνται οί ποσοτικοί περιορισμοί στίς είσαγωγές προϊόντων άπό τίς χώρες τής Κοινότητας, ένώ οί δασμοί θά μειώνονται σταδιακά. Μελετάται ό χρόνος λειτουργίας του νέου συστήματος, ώστε νά μήν δημιουργηθούν προβλήματα στήν έγχώρια παραγωγή καί στό ισοζύγιο πληρωμών. Τά ποσοστά καταργήσεως τής προκαταβολής θά καθοριστούν άνάλογα.: [20, 1551, 215, 1792]
- story-deck: Η άπόκρουση άντεπιθέσεως. Ο τάτ Ζητεί μέτρα γιά άποτροπ πέκτασή του.— Ό Πάλμε στό Α: [1142, 1302, 1435, 1366]
- brief-headline: ΚΗΔΕΙΑ: [483, 1377, 530, 1390]
- column-rule: [429, 18, 430, 2173]
- story-body: Ό άριθμός τών νεκρών άπό τήν πυρκαγιά πού έξερράγη στό ξενοδοχείο «Μ.Γ.Μ. Γκράντ» του Λάς Βέγκας, ένθα είχαν καταλύσει περισσότεροι άπό 3.400 πελάτες, άνήλθε σέ 81. Ή φωτιά έκδηλώθηκε στό ισόγειο καί ό καπνός έφτασε γρήγορα στούς άνώτερους όρόφους. Πολλοί βρήκαν καταφύγιο στήν ταράτσα, άπ' όπου τούς παρέλαβαν έλικόπτερα.: [227, 2189, 422, 2315]
- brief-body: ΚΟΜΟΤΗΝΗ, 22. Τελέστηκε ή όρκωμοσία τών νέων πτυχιούχων τής Νομικής Σχολής.: [951, 1405, 1123, 1442]
- story-body: Είκοσι πέντε άτομα σκοτώθηκαν καί 110 τραυματίστηκαν κατά τή σύγκρουση δυό τραίνων στή νότια Ιταλία.: [1293, 1110, 1440, 1172]
- brief-headline: ΤΑ ΔΩΡΑ ΤΩΝ ΜΑΓΩΝ ΓΙΑ ΠΡΟΣΚΥΝΗΜΑ ΣΤΟΝ ΛΑΓΚΑΔΑ: [958, 1184, 1116, 1226]
- story-body: Η κυβέρνηση τής διακυβέρνησης άναμένεται νά λάβει άπόφαση γιά τήν έναρμόνιση του είσαγωγικού καθεστώτος τής χώρας μέ τό κοινοτικό δίκαιο. Τό μέτρο άφορά κυρίως τά προϊόντα πού έμφανίζονται στόν κατάλογο τής Συνθήκης Προσχωρήσεως. Άπό 1ης Ιανουαρίου 1981 καταργούνται οί ποσοτικοί περιορισμοί στίς είσαγωγές προϊόντων άπό τίς χώρες τής Κοινότητας, ένώ οί δασμοί θά μειώνονται σταδιακά. Μελετάται ό χρόνος λειτουργίας του νέου συστήματος, ώστε νά μήν δημιουργηθούν προβλήματα στήν έγχώρια παραγωγή καί στό ισοζύγιο πληρωμών. Τά ποσοστά καταργήσεως τής προκαταβολής θά καθοριστούν άνάλογα.: [227, 812, 422, 1053]
- brief-subhead: ΑΠΟ ΤΗΝ ΕΚΚΛΗΣΙΑ ΤΗΣ ΘΕΣΣΑΛΟΝΙΚΗΣ: [973, 1108, 1101, 1131]
- headline-line: ΔΥΣΟΙΩΝΕΣ ΠΡΟΟΠΤΙΚ: [1140, 501, 1437, 532]
- subhead: ΕΚΚΛΗΣΗ ΤΟΥ ΣΑΝΤΑΤ: [1296, 1446, 1438, 1459]
- divider: [591, 938, 1122, 939]
